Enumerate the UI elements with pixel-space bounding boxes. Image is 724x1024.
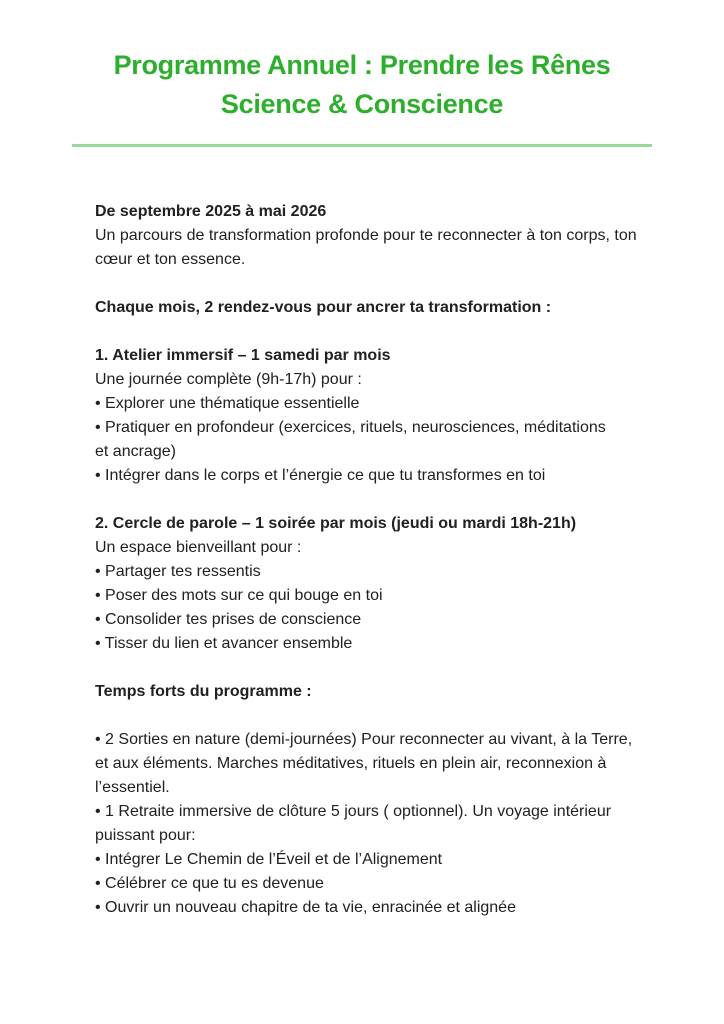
blank-line <box>95 488 677 512</box>
text-line: cœur et ton essence. <box>95 251 246 268</box>
bullet-line: • 1 Retraite immersive de clôture 5 jours ( optionnel). Un voyage intérieur <box>95 803 612 820</box>
text-line: 1. Atelier immersif – 1 samedi par mois <box>95 347 391 364</box>
bullet-line: • Célébrer ce que tu es devenue <box>95 875 324 892</box>
title-line-2: Science & Conscience <box>220 89 504 119</box>
title-line-1: Programme Annuel : Prendre les Rênes <box>113 50 611 80</box>
bullet-line: • 2 Sorties en nature (demi-journées) Pour reconnecter au vivant, à la Terre, <box>95 731 633 748</box>
text-line: puissant pour: <box>95 827 196 844</box>
text-line: Temps forts du programme : <box>95 683 312 700</box>
title-divider <box>72 144 652 147</box>
bullet-line: • Ouvrir un nouveau chapitre de ta vie, enracinée et alignée <box>95 899 516 916</box>
text-line: De septembre 2025 à mai 2026 <box>95 203 327 220</box>
blank-line <box>95 656 677 680</box>
text-line: Un parcours de transformation profonde pour te reconnecter à ton corps, ton <box>95 227 637 244</box>
text-line: l’essentiel. <box>95 779 170 796</box>
bullet-line: • Explorer une thématique essentielle <box>95 395 360 412</box>
bullet-line: • Poser des mots sur ce qui bouge en toi <box>95 587 383 604</box>
document-body <box>95 200 677 920</box>
text-line: Un espace bienveillant pour : <box>95 539 302 556</box>
bullet-line: • Intégrer dans le corps et l’énergie ce que tu transformes en toi <box>95 467 546 484</box>
blank-line <box>95 704 677 728</box>
text-line: et aux éléments. Marches méditatives, rituels en plein air, reconnexion à <box>95 755 607 772</box>
text-line: et ancrage) <box>95 443 176 460</box>
text-line: Chaque mois, 2 rendez-vous pour ancrer ta transformation : <box>95 299 552 316</box>
bullet-line: • Pratiquer en profondeur (exercices, rituels, neurosciences, méditations <box>95 419 606 436</box>
bullet-line: • Intégrer Le Chemin de l’Éveil et de l’Alignement <box>95 851 443 868</box>
blank-line <box>95 272 677 296</box>
bullet-line: • Tisser du lien et avancer ensemble <box>95 635 353 652</box>
page-title <box>0 0 724 124</box>
bullet-line: • Consolider tes prises de conscience <box>95 611 362 628</box>
text-line: 2. Cercle de parole – 1 soirée par mois (jeudi ou mardi 18h-21h) <box>95 515 577 532</box>
blank-line <box>95 320 677 344</box>
text-line: Une journée complète (9h-17h) pour : <box>95 371 362 388</box>
bullet-line: • Partager tes ressentis <box>95 563 261 580</box>
